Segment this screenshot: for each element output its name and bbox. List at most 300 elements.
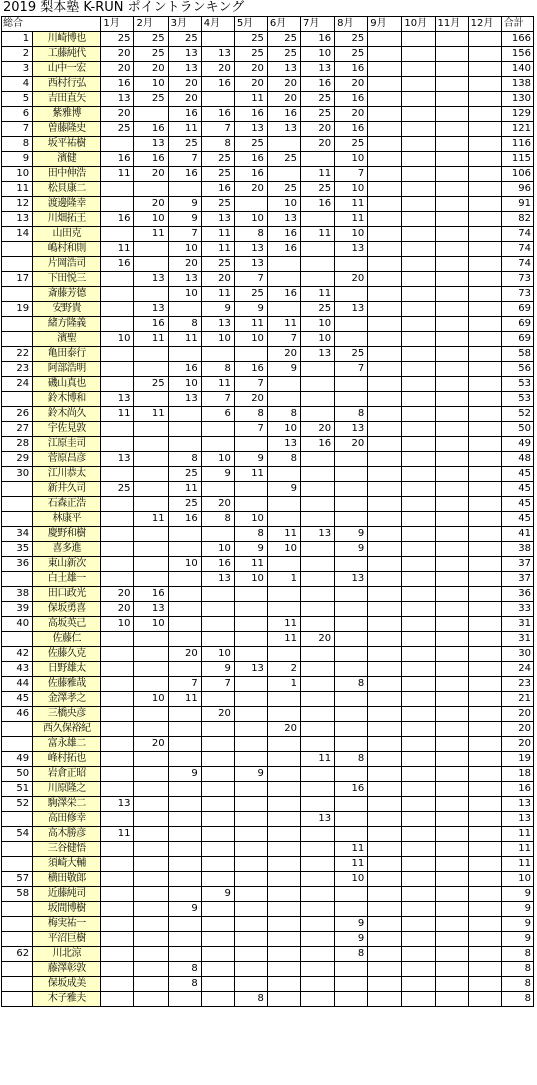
month-points-cell [435,77,468,92]
month-points-cell [168,842,201,857]
total-cell: 13 [501,797,533,812]
month-points-cell [402,752,435,767]
name-cell: 高坂英己 [33,617,101,632]
month-points-cell [368,482,402,497]
month-points-cell [101,812,134,827]
month-points-cell [168,587,201,602]
month-points-cell [267,392,300,407]
month-points-cell [368,287,402,302]
month-points-cell [468,902,501,917]
month-points-cell: 11 [201,227,234,242]
month-points-cell: 20 [134,737,168,752]
month-points-cell: 8 [267,407,300,422]
month-points-cell: 13 [201,317,234,332]
month-points-cell [468,47,501,62]
month-points-cell: 20 [301,137,335,152]
month-points-cell [402,932,435,947]
month-points-cell [267,272,300,287]
total-cell: 8 [501,947,533,962]
month-points-cell: 10 [234,212,267,227]
month-points-cell [435,632,468,647]
month-points-cell [468,992,501,1007]
table-row [2,227,534,242]
month-points-cell: 8 [168,962,201,977]
month-points-cell [168,572,201,587]
total-cell: 140 [501,62,533,77]
month-points-cell: 7 [168,152,201,167]
month-points-cell: 20 [101,47,134,62]
rank-cell [2,257,33,272]
month-points-cell [134,497,168,512]
month-points-cell [368,107,402,122]
month-points-cell [201,632,234,647]
month-points-cell [134,542,168,557]
month-points-cell [267,257,300,272]
month-points-cell [468,887,501,902]
month-points-cell [134,632,168,647]
month-points-cell: 11 [234,467,267,482]
month-points-cell [134,107,168,122]
month-points-cell [368,422,402,437]
month-points-cell [368,947,402,962]
month-points-cell [301,407,335,422]
month-points-cell [368,332,402,347]
rank-cell [2,317,33,332]
total-cell: 8 [501,962,533,977]
month-points-cell [435,857,468,872]
month-points-cell [168,422,201,437]
month-points-cell [368,92,402,107]
month-points-cell: 10 [301,47,335,62]
rank-cell: 52 [2,797,33,812]
name-cell: 江原圭司 [33,437,101,452]
month-points-cell [435,707,468,722]
month-points-cell: 25 [234,32,267,47]
month-points-cell [368,212,402,227]
table-body [2,32,534,1007]
month-points-cell: 7 [234,272,267,287]
month-points-cell [368,152,402,167]
month-points-cell [267,977,300,992]
month-points-cell [368,62,402,77]
total-cell: 30 [501,647,533,662]
name-cell: 山中一宏 [33,62,101,77]
month-points-cell [168,992,201,1007]
month-points-cell [168,707,201,722]
month-points-cell [168,437,201,452]
month-points-cell [402,887,435,902]
table-row [2,467,534,482]
month-points-cell: 8 [234,407,267,422]
month-points-cell: 9 [201,302,234,317]
month-points-cell: 11 [168,122,201,137]
month-points-cell: 16 [201,557,234,572]
month-points-cell [134,362,168,377]
total-cell: 73 [501,287,533,302]
month-points-cell [435,377,468,392]
table-row [2,77,534,92]
month-points-cell [402,917,435,932]
total-cell: 45 [501,482,533,497]
month-points-cell [101,377,134,392]
name-cell: 保坂成美 [33,977,101,992]
month-points-cell [301,392,335,407]
month-points-cell [435,422,468,437]
month-points-cell: 25 [301,107,335,122]
month-points-cell [368,257,402,272]
month-points-cell [402,992,435,1007]
month-points-cell [402,227,435,242]
header-month: 3月 [168,17,201,32]
rank-cell: 28 [2,437,33,452]
month-points-cell [402,47,435,62]
month-points-cell [368,707,402,722]
month-points-cell [402,32,435,47]
month-points-cell: 10 [267,197,300,212]
month-points-cell [435,827,468,842]
month-points-cell [234,632,267,647]
name-cell: 川畑拓王 [33,212,101,227]
month-points-cell [134,437,168,452]
month-points-cell: 8 [168,452,201,467]
rank-cell: 9 [2,152,33,167]
month-points-cell [368,977,402,992]
month-points-cell [301,947,335,962]
month-points-cell: 13 [301,62,335,77]
month-points-cell: 25 [168,137,201,152]
month-points-cell [368,992,402,1007]
header-month: 8月 [335,17,368,32]
month-points-cell [335,557,368,572]
rank-cell: 23 [2,362,33,377]
month-points-cell: 20 [168,92,201,107]
month-points-cell [435,872,468,887]
name-cell: 須崎大輔 [33,857,101,872]
month-points-cell [301,887,335,902]
month-points-cell [301,557,335,572]
month-points-cell: 10 [134,77,168,92]
table-row [2,947,534,962]
month-points-cell [134,452,168,467]
table-row [2,587,534,602]
name-cell: 木子雅夫 [33,992,101,1007]
month-points-cell [435,527,468,542]
total-cell: 116 [501,137,533,152]
month-points-cell [134,812,168,827]
table-row [2,572,534,587]
month-points-cell [468,407,501,422]
month-points-cell [468,722,501,737]
total-cell: 69 [501,332,533,347]
month-points-cell [368,47,402,62]
total-cell: 9 [501,932,533,947]
month-points-cell [301,587,335,602]
name-cell: 東山新次 [33,557,101,572]
month-points-cell [201,977,234,992]
name-cell: 新井久司 [33,482,101,497]
total-cell: 56 [501,362,533,377]
month-points-cell [402,392,435,407]
month-points-cell [301,932,335,947]
month-points-cell [468,122,501,137]
month-points-cell [267,827,300,842]
month-points-cell [402,422,435,437]
header-month: 7月 [301,17,335,32]
table-row [2,92,534,107]
month-points-cell: 25 [267,152,300,167]
month-points-cell: 7 [201,122,234,137]
month-points-cell: 20 [134,62,168,77]
month-points-cell: 9 [267,362,300,377]
month-points-cell: 25 [301,92,335,107]
header-row [2,17,534,32]
month-points-cell: 10 [168,287,201,302]
rank-cell [2,242,33,257]
name-cell: 山田克 [33,227,101,242]
month-points-cell [267,842,300,857]
rank-cell [2,632,33,647]
month-points-cell [168,722,201,737]
month-points-cell: 25 [267,32,300,47]
month-points-cell [435,512,468,527]
name-cell: 三橋央彦 [33,707,101,722]
month-points-cell [267,737,300,752]
month-points-cell: 13 [335,422,368,437]
rank-cell [2,812,33,827]
month-points-cell: 11 [301,752,335,767]
month-points-cell [101,437,134,452]
month-points-cell [201,752,234,767]
month-points-cell: 25 [201,197,234,212]
month-points-cell [301,362,335,377]
name-cell: 西久保裕紀 [33,722,101,737]
month-points-cell [435,797,468,812]
month-points-cell [402,647,435,662]
rank-cell [2,737,33,752]
total-cell: 53 [501,377,533,392]
month-points-cell [435,947,468,962]
month-points-cell: 20 [335,77,368,92]
rank-cell [2,512,33,527]
month-points-cell [101,632,134,647]
month-points-cell [301,272,335,287]
month-points-cell [201,962,234,977]
table-row [2,107,534,122]
month-points-cell: 13 [101,92,134,107]
month-points-cell: 16 [301,77,335,92]
month-points-cell [368,197,402,212]
month-points-cell [101,527,134,542]
month-points-cell: 20 [335,437,368,452]
month-points-cell: 16 [101,152,134,167]
month-points-cell [402,407,435,422]
table-row [2,122,534,137]
total-cell: 74 [501,227,533,242]
month-points-cell: 10 [168,557,201,572]
total-cell: 11 [501,827,533,842]
month-points-cell: 8 [234,527,267,542]
month-points-cell [168,812,201,827]
month-points-cell [435,32,468,47]
rank-cell: 45 [2,692,33,707]
month-points-cell [435,212,468,227]
table-row [2,902,534,917]
month-points-cell [234,857,267,872]
name-cell: 斎藤芳德 [33,287,101,302]
name-cell: 坂平祐樹 [33,137,101,152]
month-points-cell [402,857,435,872]
month-points-cell [201,797,234,812]
month-points-cell: 10 [201,542,234,557]
table-row [2,632,534,647]
month-points-cell [335,662,368,677]
rank-cell: 26 [2,407,33,422]
month-points-cell [267,992,300,1007]
month-points-cell [335,887,368,902]
header-month: 1月 [101,17,134,32]
name-cell: 佐藤久克 [33,647,101,662]
month-points-cell [435,782,468,797]
month-points-cell: 16 [301,197,335,212]
month-points-cell: 13 [335,242,368,257]
name-cell: 金澤孝之 [33,692,101,707]
name-cell: 平沼巨樹 [33,932,101,947]
month-points-cell [201,347,234,362]
month-points-cell [101,692,134,707]
month-points-cell: 20 [267,347,300,362]
month-points-cell [402,152,435,167]
rank-cell: 36 [2,557,33,572]
month-points-cell [368,827,402,842]
rank-cell: 8 [2,137,33,152]
month-points-cell [101,497,134,512]
table-row [2,332,534,347]
table-row [2,812,534,827]
month-points-cell [101,962,134,977]
month-points-cell [368,137,402,152]
month-points-cell: 10 [101,617,134,632]
month-points-cell [468,707,501,722]
month-points-cell [168,347,201,362]
month-points-cell [234,497,267,512]
month-points-cell [435,932,468,947]
month-points-cell: 25 [168,497,201,512]
month-points-cell [335,632,368,647]
month-points-cell [134,257,168,272]
month-points-cell [101,512,134,527]
month-points-cell: 11 [168,482,201,497]
month-points-cell [168,917,201,932]
month-points-cell [201,617,234,632]
month-points-cell [134,647,168,662]
month-points-cell [468,77,501,92]
month-points-cell [101,722,134,737]
table-row [2,482,534,497]
month-points-cell [335,692,368,707]
month-points-cell [301,242,335,257]
month-points-cell [301,857,335,872]
name-cell: 緒方隆義 [33,317,101,332]
table-row [2,887,534,902]
month-points-cell: 11 [234,557,267,572]
month-points-cell [435,347,468,362]
total-cell: 8 [501,977,533,992]
month-points-cell [201,857,234,872]
month-points-cell: 13 [234,242,267,257]
rank-cell [2,842,33,857]
total-cell: 20 [501,707,533,722]
month-points-cell [468,842,501,857]
month-points-cell: 20 [134,197,168,212]
month-points-cell: 20 [201,497,234,512]
name-cell: 安野貴 [33,302,101,317]
month-points-cell [301,452,335,467]
month-points-cell: 8 [201,512,234,527]
month-points-cell [402,62,435,77]
month-points-cell [402,602,435,617]
month-points-cell [267,797,300,812]
month-points-cell [368,767,402,782]
month-points-cell [402,632,435,647]
month-points-cell [468,542,501,557]
total-cell: 9 [501,917,533,932]
month-points-cell [435,977,468,992]
month-points-cell [402,692,435,707]
month-points-cell [335,392,368,407]
month-points-cell: 16 [168,512,201,527]
month-points-cell: 11 [101,242,134,257]
month-points-cell [402,257,435,272]
month-points-cell [468,812,501,827]
month-points-cell [368,797,402,812]
month-points-cell: 25 [168,467,201,482]
table-row [2,647,534,662]
name-cell: 林康平 [33,512,101,527]
month-points-cell [368,242,402,257]
month-points-cell: 11 [101,407,134,422]
month-points-cell [134,902,168,917]
month-points-cell: 13 [301,347,335,362]
month-points-cell [335,962,368,977]
month-points-cell [368,362,402,377]
month-points-cell: 13 [168,392,201,407]
month-points-cell [368,317,402,332]
month-points-cell [335,452,368,467]
month-points-cell [402,287,435,302]
month-points-cell [368,842,402,857]
month-points-cell [234,782,267,797]
month-points-cell [468,572,501,587]
month-points-cell: 8 [168,317,201,332]
month-points-cell [402,467,435,482]
name-cell: 梅実祐一 [33,917,101,932]
month-points-cell [134,857,168,872]
month-points-cell [468,557,501,572]
month-points-cell [301,602,335,617]
month-points-cell: 16 [101,77,134,92]
month-points-cell: 13 [335,572,368,587]
month-points-cell: 13 [335,302,368,317]
month-points-cell [134,947,168,962]
name-cell: 松貝康二 [33,182,101,197]
total-cell: 74 [501,257,533,272]
month-points-cell [267,647,300,662]
month-points-cell [168,527,201,542]
month-points-cell [368,692,402,707]
month-points-cell: 20 [201,62,234,77]
table-row [2,47,534,62]
month-points-cell [134,887,168,902]
